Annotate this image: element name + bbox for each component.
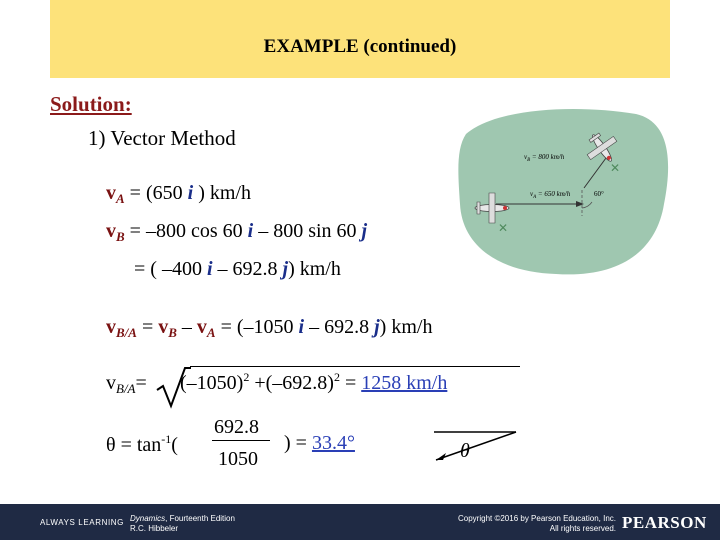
vba-part: = (–1050: [215, 316, 299, 338]
va-symbol: v: [106, 182, 116, 204]
vb-subscript: B: [116, 229, 125, 244]
mag-eq: =: [135, 372, 147, 394]
vb-label: $v_B = 800$ km/h: [524, 153, 565, 163]
va-subscript: A: [206, 325, 216, 340]
fraction-numerator: 692.8: [214, 416, 259, 438]
vba-part: =: [136, 316, 159, 338]
mag-subscript: B/A: [116, 381, 136, 396]
vba-subscript: B/A: [116, 325, 137, 340]
mag-term: +(–692.8): [249, 372, 334, 394]
theta-label: θ: [460, 440, 470, 462]
unit-i: i: [247, 220, 254, 242]
unit-i: i: [298, 316, 305, 338]
title-banner: [50, 0, 670, 78]
theta-sketch: [430, 424, 520, 464]
angle-lhs: θ = tan: [106, 434, 162, 456]
vba-part: –: [176, 316, 197, 338]
angle-label: 60°: [594, 190, 604, 198]
vba-part: – 692.8: [304, 316, 375, 338]
vba-symbol: v: [106, 316, 116, 338]
vb-symbol: v: [158, 316, 169, 338]
pearson-logo: PEARSON: [622, 513, 707, 532]
copyright-label: Copyright ©2016 by Pearson Education, Inc.: [458, 514, 616, 523]
equation-vb-result: [134, 258, 341, 281]
fraction-denominator: 1050: [218, 448, 258, 470]
cross-mark-icon: ✕: [498, 221, 509, 235]
vb-part: = –800 cos 60: [124, 220, 248, 242]
unit-i: i: [187, 182, 194, 204]
rights-label: All rights reserved.: [549, 524, 616, 533]
airplane-figure: [456, 104, 674, 280]
equation-angle: [106, 432, 178, 457]
vb2-part: – 692.8: [212, 258, 283, 280]
cross-mark-icon: ✕: [610, 161, 621, 175]
va-symbol: v: [196, 316, 207, 338]
book-edition: , Fourteenth Edition: [165, 514, 235, 523]
vba-part: ) km/h: [379, 316, 433, 338]
unit-j: j: [374, 316, 380, 338]
angle-open: (: [171, 434, 178, 456]
equation-vba: [106, 316, 432, 341]
mag-exponent: 2: [333, 370, 340, 384]
mag-symbol: v: [106, 372, 116, 394]
equation-vb: [106, 220, 367, 245]
footer-bar: [0, 504, 720, 540]
book-citation: [130, 514, 235, 523]
fraction-bar: [212, 440, 270, 441]
unit-j: j: [282, 258, 289, 280]
angle-result-line: [284, 432, 355, 455]
unit-i: i: [206, 258, 213, 280]
mag-exponent: 2: [243, 370, 250, 384]
equation-magnitude: [106, 372, 147, 397]
equation-va: [106, 182, 251, 207]
va-subscript: A: [116, 191, 125, 206]
mag-term: (–1050): [180, 372, 244, 394]
mag-result: 1258 km/h: [361, 372, 448, 394]
vb-subscript: B: [168, 325, 177, 340]
unit-j: j: [361, 220, 368, 242]
angle-result: 33.4°: [311, 432, 355, 454]
always-learning-label: ALWAYS LEARNING: [40, 518, 124, 527]
mag-expression: [180, 370, 447, 395]
solution-heading: Solution:: [50, 92, 132, 116]
author-label: R.C. Hibbeler: [130, 524, 179, 533]
slide-title: EXAMPLE (continued): [263, 36, 457, 57]
va-rest: ) km/h: [193, 182, 251, 204]
vb-part: – 800 sin 60: [253, 220, 362, 242]
sqrt-overline: [190, 366, 520, 367]
vb2-part: = ( –400: [134, 258, 207, 280]
method-label: 1) Vector Method: [88, 126, 236, 150]
vb-symbol: v: [106, 220, 116, 242]
mag-term: =: [339, 372, 362, 394]
va-eq: = (650: [124, 182, 188, 204]
book-title: Dynamics: [130, 514, 166, 523]
angle-exponent: -1: [161, 432, 172, 446]
va-label: $v_A = 650$ km/h: [530, 190, 571, 200]
angle-close: ) =: [284, 432, 312, 454]
vb2-part: ) km/h: [288, 258, 341, 280]
